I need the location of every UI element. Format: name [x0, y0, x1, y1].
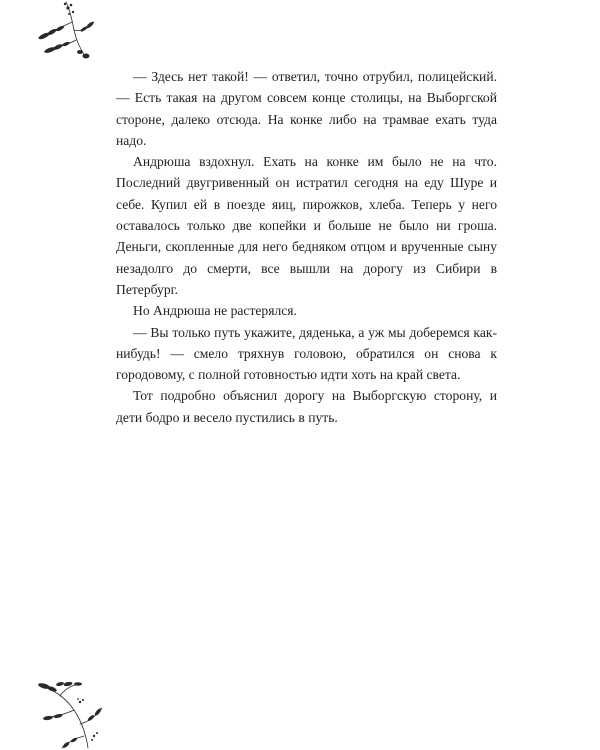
paragraph: Но Андрюша не растерялся. [133, 303, 297, 319]
paragraph: — Вы только путь укажите, дяденька, а уж мы доберемся как-нибудь! — смело тряхнув головою, обратился он снова к городовому, с полной готовностью идти хоть на край света. [116, 324, 497, 383]
paragraph: Тот подробно объяснил дорогу на Выборгскую сторону, и дети бодро и весело пустились в путь. [116, 388, 497, 425]
paragraph: Андрюша вздохнул. Ехать на конке им было не на что. Последний двугривенный он истратил сегодня на еду Шуре и себе. Купил ей в поезде яиц, пирожков, хлеба. Теперь у него оставалось только две копейки и больше не было ни гроша. Деньги, скопленные для него бедняком отцом и врученные сыну незадолго до смерти, все вышли на дорогу из Сибири в Петербург. [116, 154, 497, 297]
floral-ornament-top-icon [30, 0, 100, 62]
floral-ornament-bottom-icon [34, 676, 110, 750]
main-text [116, 66, 497, 428]
paragraph: — Здесь нет такой! — ответил, точно отрубил, полицейский. — Есть такая на другом совсем конце столицы, на Выборгской стороне, далеко отсюда. На конке либо на трамвае ехать туда надо. [116, 69, 497, 148]
